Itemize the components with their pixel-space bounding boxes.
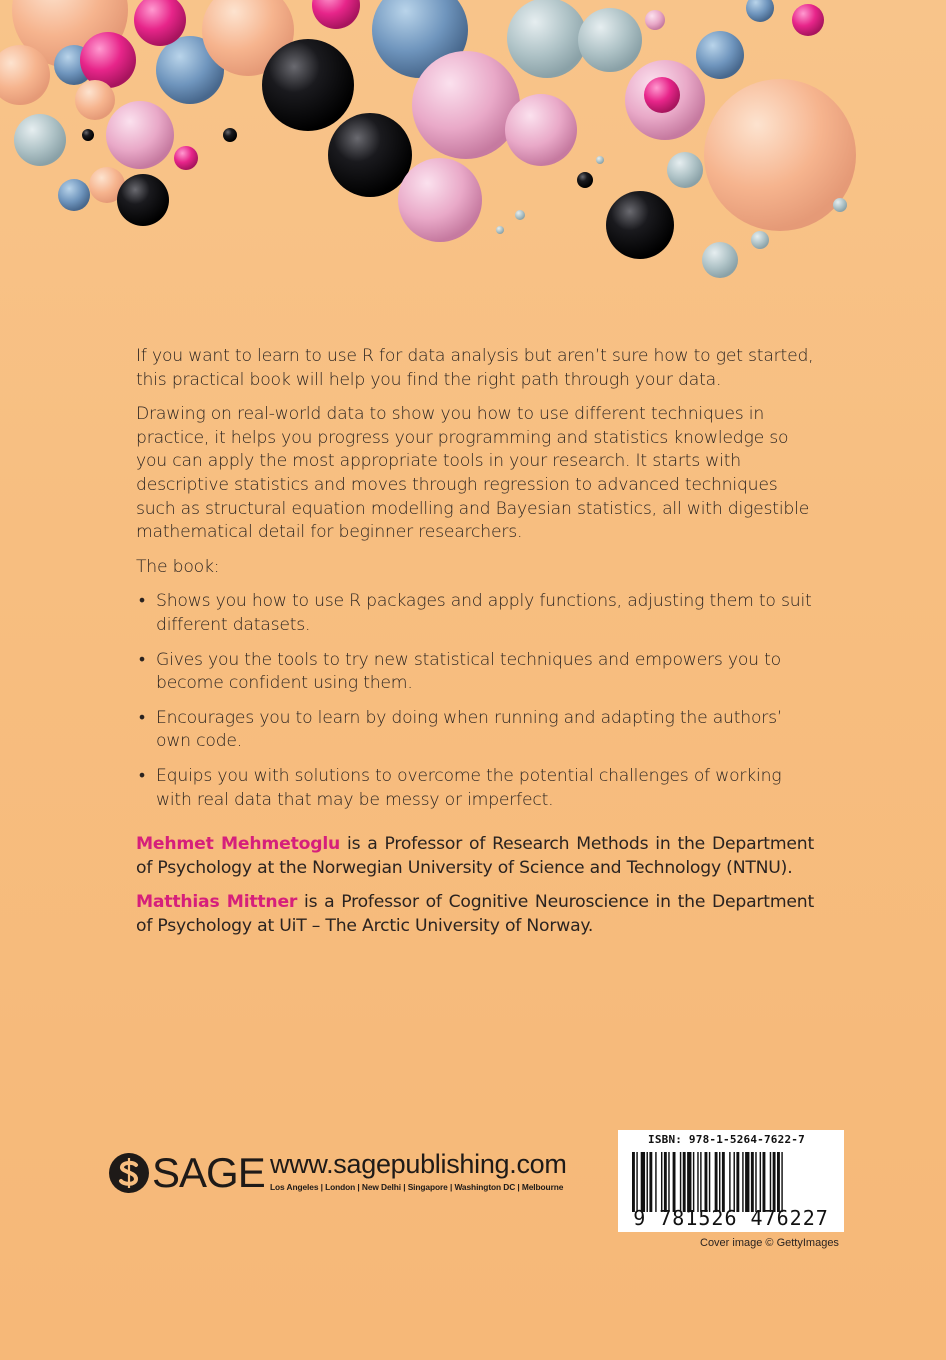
feature-item bbox=[136, 765, 814, 812]
author-description: is a Professor of Cognitive Neuroscience in the Department of Psychology at UiT – The Arctic University of Norway. bbox=[136, 892, 814, 936]
barcode-bar bbox=[763, 1152, 766, 1212]
sphere bbox=[58, 179, 90, 211]
barcode-bar bbox=[664, 1152, 667, 1212]
barcode-bar bbox=[687, 1152, 691, 1212]
barcode-bar bbox=[700, 1152, 701, 1212]
barcode-bar bbox=[632, 1152, 635, 1212]
barcode-bar bbox=[729, 1152, 730, 1212]
isbn-label: ISBN: 978-1-5264-7622-7 bbox=[648, 1133, 805, 1146]
sphere bbox=[82, 129, 94, 141]
publisher-url: www.sagepublishing.com bbox=[270, 1149, 567, 1179]
sphere bbox=[833, 198, 847, 212]
barcode-bar bbox=[745, 1152, 749, 1212]
barcode-bar bbox=[668, 1152, 669, 1212]
sphere bbox=[507, 0, 587, 78]
sphere bbox=[174, 146, 198, 170]
sage-wordmark: SAGE bbox=[152, 1149, 265, 1196]
barcode-bar bbox=[715, 1152, 718, 1212]
sphere bbox=[515, 210, 525, 220]
publisher-cities: Los Angeles | London | New Delhi | Singapore | Washington DC | Melbourne bbox=[270, 1182, 564, 1192]
back-cover-blurb bbox=[136, 345, 814, 823]
barcode-bar bbox=[647, 1152, 648, 1212]
author-description: is a Professor of Research Methods in the Department of Psychology at the Norwegian University of Science and Technology (NTNU). bbox=[136, 834, 814, 878]
barcode-bar bbox=[683, 1152, 686, 1212]
sphere bbox=[751, 231, 769, 249]
book-features-intro: The book: bbox=[136, 556, 220, 577]
sphere bbox=[606, 191, 674, 259]
sphere bbox=[577, 172, 593, 188]
author-name: Matthias Mittner bbox=[136, 892, 298, 913]
barcode-bar bbox=[705, 1152, 708, 1212]
barcode-bar bbox=[649, 1152, 652, 1212]
barcode-digits: 9 781526 476227 bbox=[633, 1206, 829, 1230]
barcode-bars-icon bbox=[632, 1152, 830, 1212]
description-paragraph: Drawing on real-world data to show you how to use different techniques in practice, it helps you progress your programming and statistics knowledge so you can apply the most appropriate tools in your research. It starts with descriptive statistics and moves through regression to advanced techniques such as structural equation modelling and Bayesian statistics, all with digestible mathematical detail for beginner researchers. bbox=[136, 404, 810, 543]
barcode-bar bbox=[751, 1152, 754, 1212]
sphere bbox=[496, 226, 504, 234]
barcode-bar bbox=[636, 1152, 637, 1212]
barcode-bar bbox=[736, 1152, 739, 1212]
sphere bbox=[644, 77, 680, 113]
author-bio bbox=[136, 891, 814, 938]
barcode-bar bbox=[693, 1152, 694, 1212]
barcode-bar bbox=[734, 1152, 735, 1212]
barcode-bar bbox=[641, 1152, 645, 1212]
barcode-bar bbox=[742, 1152, 743, 1212]
barcode-bar bbox=[680, 1152, 681, 1212]
sphere bbox=[596, 156, 604, 164]
sphere bbox=[412, 51, 520, 159]
intro-paragraph: If you want to learn to use R for data analysis but aren’t sure how to get started, this practical book will help you find the right path through your data. bbox=[136, 346, 814, 390]
barcode-bar bbox=[697, 1152, 698, 1212]
barcode-bar bbox=[755, 1152, 756, 1212]
feature-list bbox=[136, 590, 814, 812]
sphere bbox=[578, 8, 642, 72]
barcode-bar bbox=[760, 1152, 761, 1212]
bullet-icon: • bbox=[139, 765, 145, 786]
sage-s-logo-icon bbox=[108, 1152, 150, 1194]
feature-item bbox=[136, 649, 814, 696]
sphere bbox=[328, 113, 412, 197]
decorative-spheres-image bbox=[0, 0, 946, 290]
cover-image-credit: Cover image © GettyImages bbox=[700, 1237, 839, 1249]
barcode-bar bbox=[655, 1152, 656, 1212]
barcode-bar bbox=[722, 1152, 725, 1212]
sphere bbox=[312, 0, 360, 29]
sphere bbox=[704, 79, 856, 231]
feature-text: Equips you with solutions to overcome the potential challenges of working with real data that may be messy or imperfect. bbox=[156, 765, 782, 810]
sphere bbox=[645, 10, 665, 30]
sphere bbox=[746, 0, 774, 22]
sphere bbox=[792, 4, 824, 36]
bullet-icon: • bbox=[139, 649, 145, 670]
sphere bbox=[14, 114, 66, 166]
barcode-bar bbox=[673, 1152, 676, 1212]
sphere bbox=[262, 39, 354, 131]
sage-logo bbox=[108, 1150, 265, 1196]
feature-item bbox=[136, 590, 814, 637]
bullet-icon: • bbox=[139, 707, 145, 728]
barcode-bar bbox=[777, 1152, 780, 1212]
barcode-bar bbox=[661, 1152, 662, 1212]
feature-text: Encourages you to learn by doing when running and adapting the authors’ own code. bbox=[156, 707, 783, 752]
sphere bbox=[117, 174, 169, 226]
author-name: Mehmet Mehmetoglu bbox=[136, 834, 341, 854]
barcode-bar bbox=[770, 1152, 771, 1212]
barcode-bar bbox=[773, 1152, 776, 1212]
sphere bbox=[667, 152, 703, 188]
sphere bbox=[696, 31, 744, 79]
author-bio bbox=[136, 833, 814, 880]
feature-item bbox=[136, 707, 814, 754]
sphere bbox=[223, 128, 237, 142]
sphere bbox=[80, 32, 136, 88]
sphere bbox=[505, 94, 577, 166]
barcode-bar bbox=[781, 1152, 782, 1212]
sphere bbox=[75, 80, 115, 120]
isbn-barcode bbox=[618, 1130, 844, 1232]
feature-text: Shows you how to use R packages and apply functions, adjusting them to suit different datasets. bbox=[156, 591, 812, 635]
sphere bbox=[398, 158, 482, 242]
barcode-bar bbox=[709, 1152, 710, 1212]
sphere bbox=[702, 242, 738, 278]
author-bios bbox=[136, 833, 814, 949]
barcode-bar bbox=[719, 1152, 720, 1212]
feature-text: Gives you the tools to try new statistical techniques and empowers you to become confident using them. bbox=[156, 649, 781, 694]
sphere bbox=[106, 101, 174, 169]
bullet-icon: • bbox=[139, 591, 145, 612]
